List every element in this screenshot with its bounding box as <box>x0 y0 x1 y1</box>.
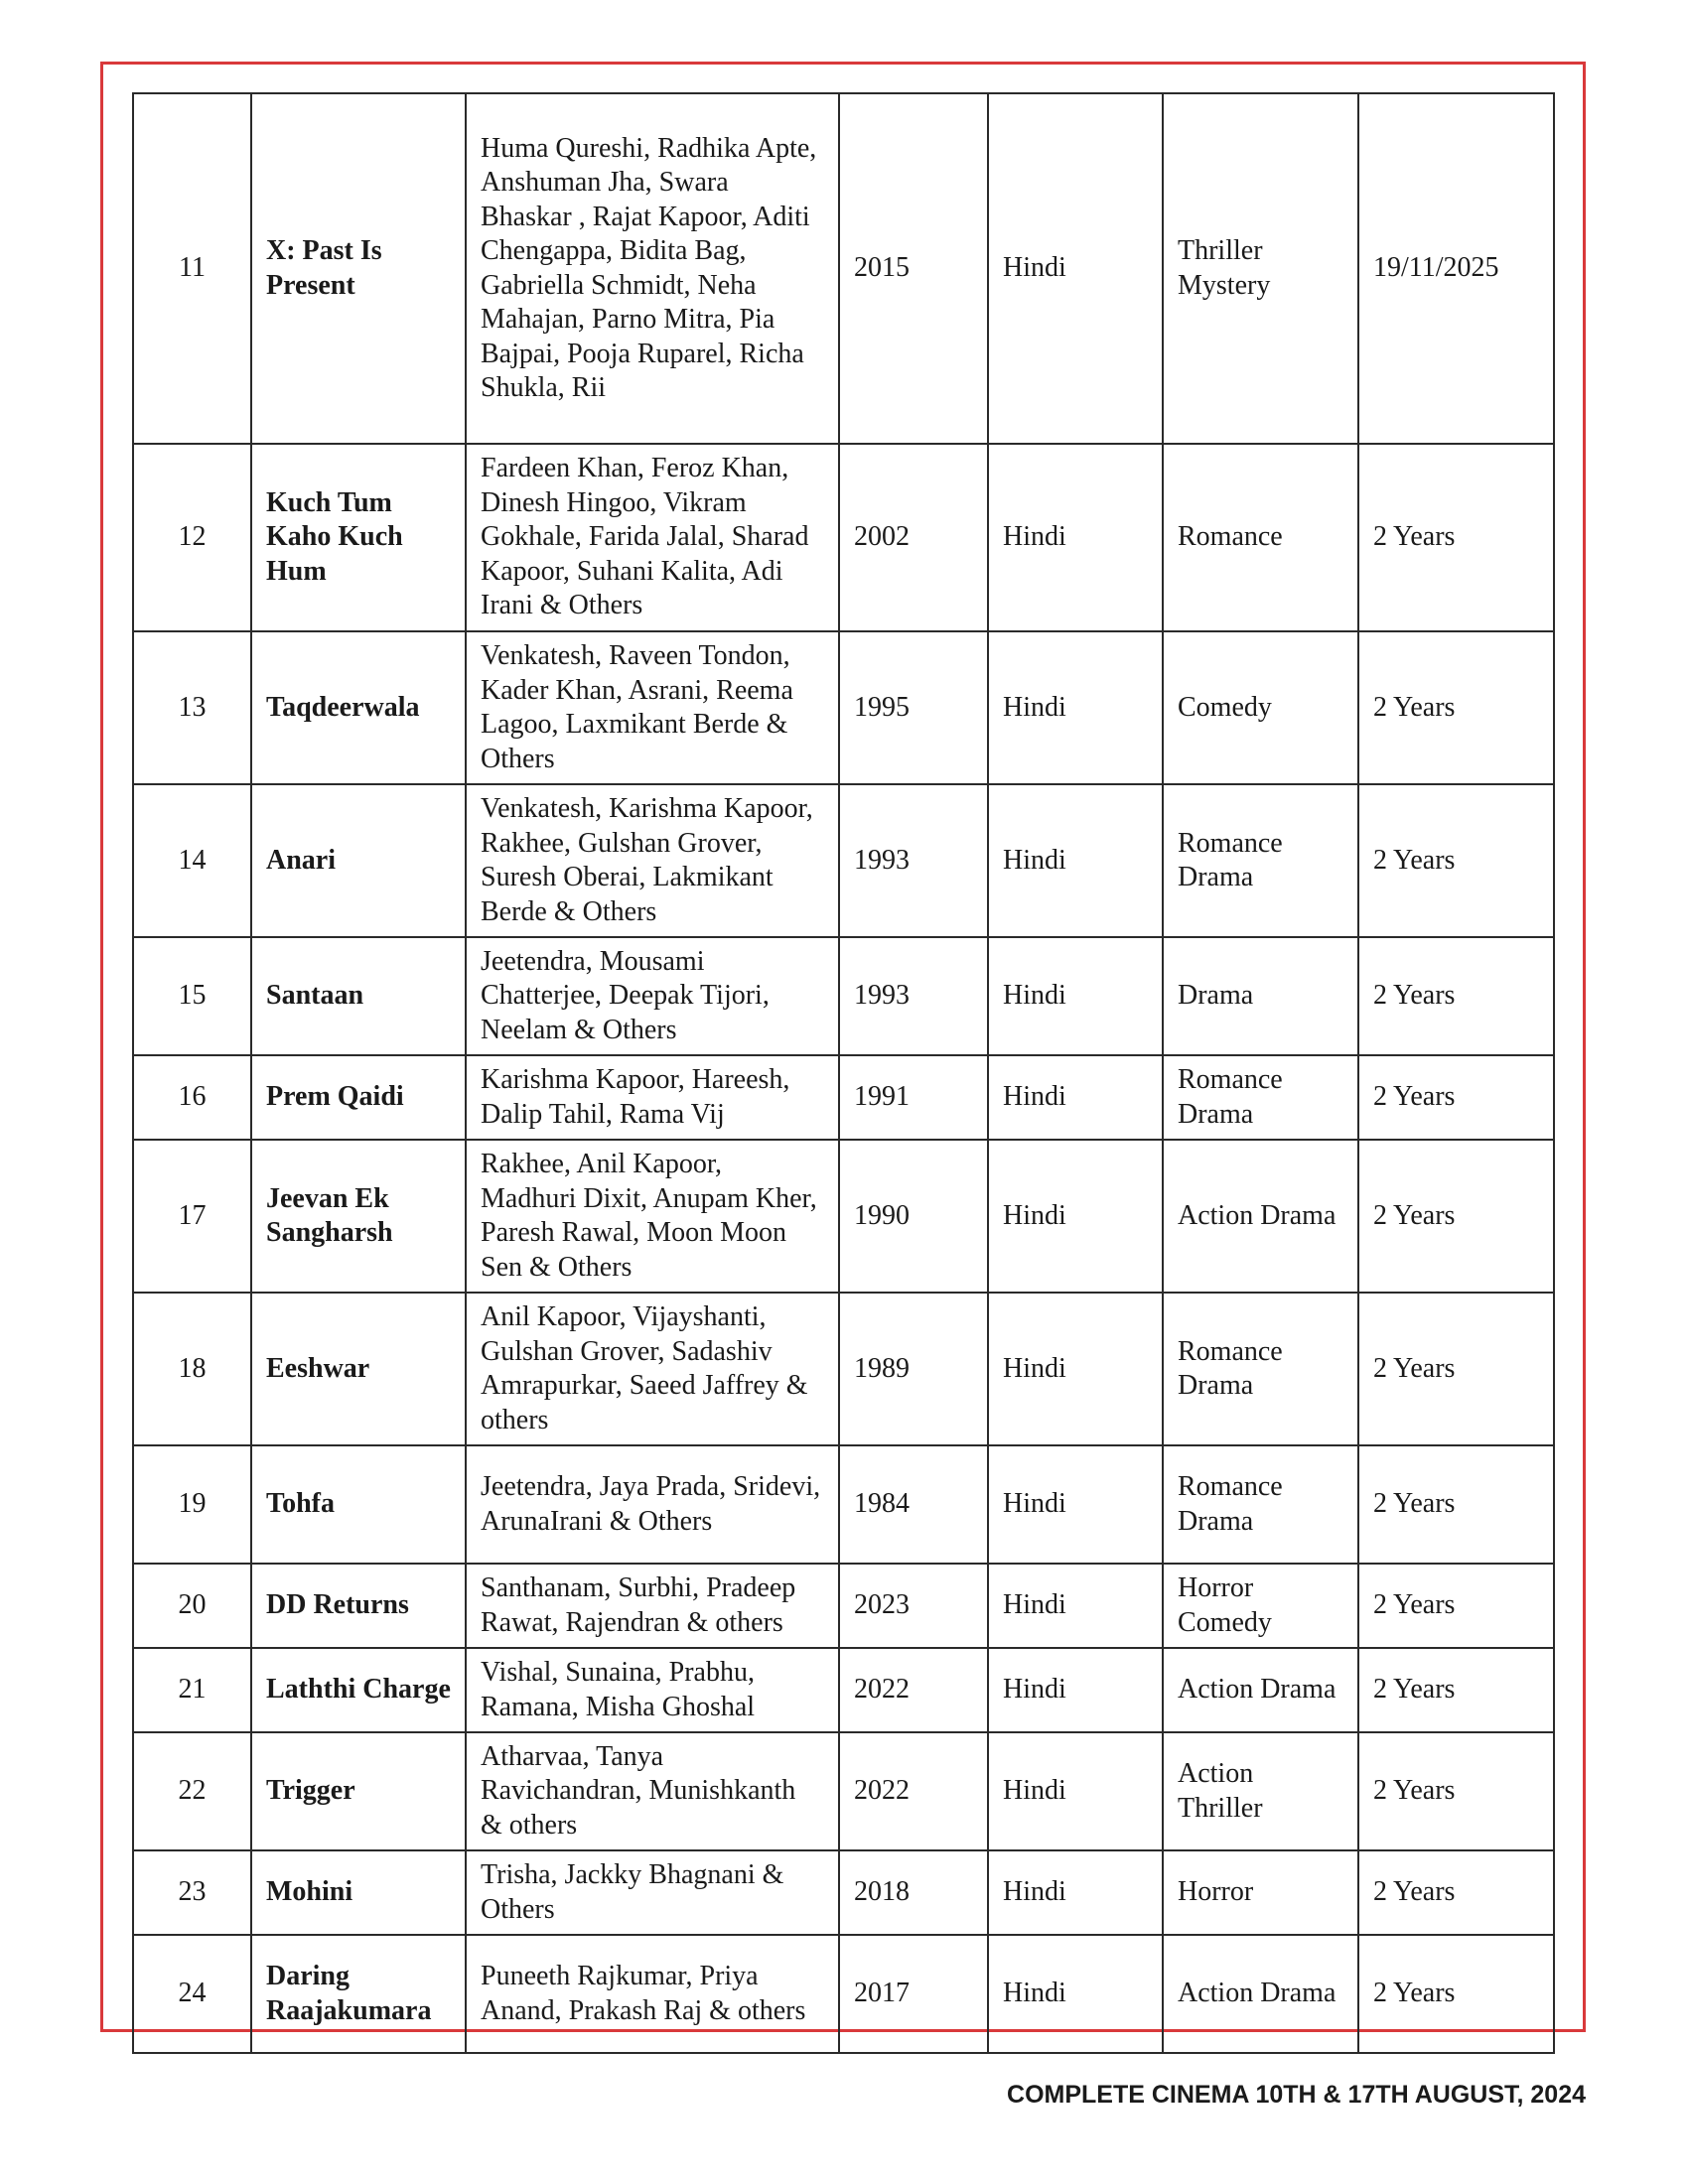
film-year: 1984 <box>839 1445 988 1564</box>
film-genre: Drama <box>1163 937 1358 1055</box>
film-number: 19 <box>133 1445 251 1564</box>
film-year: 1993 <box>839 784 988 937</box>
film-year: 1993 <box>839 937 988 1055</box>
film-title: Eeshwar <box>251 1293 466 1445</box>
film-cast: Karishma Kapoor, Hareesh, Dalip Tahil, Rama Vij <box>466 1055 839 1140</box>
film-title: Jeevan Ek Sangharsh <box>251 1140 466 1293</box>
table-row <box>133 1850 1554 1935</box>
film-number: 11 <box>133 93 251 444</box>
film-period: 2 Years <box>1358 937 1554 1055</box>
table-row <box>133 1293 1554 1445</box>
film-number: 17 <box>133 1140 251 1293</box>
film-year: 1990 <box>839 1140 988 1293</box>
film-number: 20 <box>133 1564 251 1648</box>
film-title: Prem Qaidi <box>251 1055 466 1140</box>
film-year: 1991 <box>839 1055 988 1140</box>
film-genre: Romance <box>1163 444 1358 631</box>
film-number: 13 <box>133 631 251 784</box>
film-title: Trigger <box>251 1732 466 1850</box>
film-language: Hindi <box>988 1564 1163 1648</box>
film-title: Tohfa <box>251 1445 466 1564</box>
film-period: 2 Years <box>1358 1732 1554 1850</box>
film-genre: Action Drama <box>1163 1648 1358 1732</box>
film-number: 24 <box>133 1935 251 2053</box>
table-row <box>133 631 1554 784</box>
film-cast: Trisha, Jackky Bhagnani & Others <box>466 1850 839 1935</box>
film-number: 15 <box>133 937 251 1055</box>
film-genre: Action Drama <box>1163 1140 1358 1293</box>
film-language: Hindi <box>988 1935 1163 2053</box>
film-language: Hindi <box>988 1850 1163 1935</box>
film-period: 2 Years <box>1358 444 1554 631</box>
film-period: 2 Years <box>1358 1293 1554 1445</box>
table-row <box>133 1732 1554 1850</box>
table-row <box>133 1935 1554 2053</box>
films-table-body <box>133 93 1554 2053</box>
film-year: 2015 <box>839 93 988 444</box>
film-period: 2 Years <box>1358 1564 1554 1648</box>
film-period: 2 Years <box>1358 1445 1554 1564</box>
film-title: Mohini <box>251 1850 466 1935</box>
film-language: Hindi <box>988 1055 1163 1140</box>
film-genre: Thriller Mystery <box>1163 93 1358 444</box>
table-row <box>133 1140 1554 1293</box>
film-year: 1995 <box>839 631 988 784</box>
film-language: Hindi <box>988 937 1163 1055</box>
film-cast: Fardeen Khan, Feroz Khan, Dinesh Hingoo, Vikram Gokhale, Farida Jalal, Sharad Kapoor, Suhani Kalita, Adi Irani & Others <box>466 444 839 631</box>
film-language: Hindi <box>988 1293 1163 1445</box>
film-genre: Action Drama <box>1163 1935 1358 2053</box>
table-row <box>133 1648 1554 1732</box>
film-genre: Action Thriller <box>1163 1732 1358 1850</box>
film-number: 21 <box>133 1648 251 1732</box>
film-cast: Jeetendra, Jaya Prada, Sridevi, ArunaIrani & Others <box>466 1445 839 1564</box>
film-cast: Santhanam, Surbhi, Pradeep Rawat, Rajendran & others <box>466 1564 839 1648</box>
film-cast: Vishal, Sunaina, Prabhu, Ramana, Misha Ghoshal <box>466 1648 839 1732</box>
film-period: 2 Years <box>1358 1055 1554 1140</box>
film-genre: Romance Drama <box>1163 1445 1358 1564</box>
film-language: Hindi <box>988 1140 1163 1293</box>
film-title: DD Returns <box>251 1564 466 1648</box>
film-number: 22 <box>133 1732 251 1850</box>
film-cast: Rakhee, Anil Kapoor, Madhuri Dixit, Anupam Kher, Paresh Rawal, Moon Moon Sen & Others <box>466 1140 839 1293</box>
film-period: 2 Years <box>1358 784 1554 937</box>
film-genre: Horror <box>1163 1850 1358 1935</box>
film-number: 14 <box>133 784 251 937</box>
film-cast: Anil Kapoor, Vijayshanti, Gulshan Grover, Sadashiv Amrapurkar, Saeed Jaffrey & others <box>466 1293 839 1445</box>
film-title: Santaan <box>251 937 466 1055</box>
film-title: X: Past Is Present <box>251 93 466 444</box>
film-number: 16 <box>133 1055 251 1140</box>
film-period: 2 Years <box>1358 631 1554 784</box>
films-table <box>132 92 1555 2054</box>
film-title: Taqdeerwala <box>251 631 466 784</box>
film-cast: Atharvaa, Tanya Ravichandran, Munishkanth & others <box>466 1732 839 1850</box>
film-genre: Horror Comedy <box>1163 1564 1358 1648</box>
film-period: 19/11/2025 <box>1358 93 1554 444</box>
film-language: Hindi <box>988 784 1163 937</box>
film-cast: Venkatesh, Karishma Kapoor, Rakhee, Gulshan Grover, Suresh Oberai, Lakmikant Berde & Others <box>466 784 839 937</box>
film-title: Anari <box>251 784 466 937</box>
film-year: 2018 <box>839 1850 988 1935</box>
film-language: Hindi <box>988 1445 1163 1564</box>
film-cast: Venkatesh, Raveen Tondon, Kader Khan, Asrani, Reema Lagoo, Laxmikant Berde & Others <box>466 631 839 784</box>
film-year: 2002 <box>839 444 988 631</box>
film-language: Hindi <box>988 631 1163 784</box>
film-language: Hindi <box>988 1732 1163 1850</box>
table-row <box>133 937 1554 1055</box>
film-period: 2 Years <box>1358 1140 1554 1293</box>
table-row <box>133 1445 1554 1564</box>
film-period: 2 Years <box>1358 1850 1554 1935</box>
film-title: Daring Raajakumara <box>251 1935 466 2053</box>
film-cast: Puneeth Rajkumar, Priya Anand, Prakash Raj & others <box>466 1935 839 2053</box>
film-year: 2022 <box>839 1732 988 1850</box>
film-period: 2 Years <box>1358 1935 1554 2053</box>
film-title: Kuch Tum Kaho Kuch Hum <box>251 444 466 631</box>
film-cast: Huma Qureshi, Radhika Apte, Anshuman Jha, Swara Bhaskar , Rajat Kapoor, Aditi Chengappa, Bidita Bag, Gabriella Schmidt, Neha Mahajan, Parno Mitra, Pia Bajpai, Pooja Ruparel, Richa Shukla, Rii <box>466 93 839 444</box>
film-language: Hindi <box>988 93 1163 444</box>
table-row <box>133 444 1554 631</box>
film-genre: Romance Drama <box>1163 1055 1358 1140</box>
film-genre: Romance Drama <box>1163 784 1358 937</box>
film-year: 2017 <box>839 1935 988 2053</box>
film-number: 18 <box>133 1293 251 1445</box>
film-year: 2023 <box>839 1564 988 1648</box>
film-year: 1989 <box>839 1293 988 1445</box>
film-title: Laththi Charge <box>251 1648 466 1732</box>
film-number: 12 <box>133 444 251 631</box>
table-row <box>133 1564 1554 1648</box>
table-row <box>133 93 1554 444</box>
film-language: Hindi <box>988 444 1163 631</box>
film-period: 2 Years <box>1358 1648 1554 1732</box>
film-year: 2022 <box>839 1648 988 1732</box>
film-language: Hindi <box>988 1648 1163 1732</box>
table-row <box>133 784 1554 937</box>
film-genre: Comedy <box>1163 631 1358 784</box>
footer-publication: COMPLETE CINEMA 10TH & 17TH AUGUST, 2024 <box>1007 2081 1586 2109</box>
table-row <box>133 1055 1554 1140</box>
film-number: 23 <box>133 1850 251 1935</box>
film-cast: Jeetendra, Mousami Chatterjee, Deepak Tijori, Neelam & Others <box>466 937 839 1055</box>
film-genre: Romance Drama <box>1163 1293 1358 1445</box>
